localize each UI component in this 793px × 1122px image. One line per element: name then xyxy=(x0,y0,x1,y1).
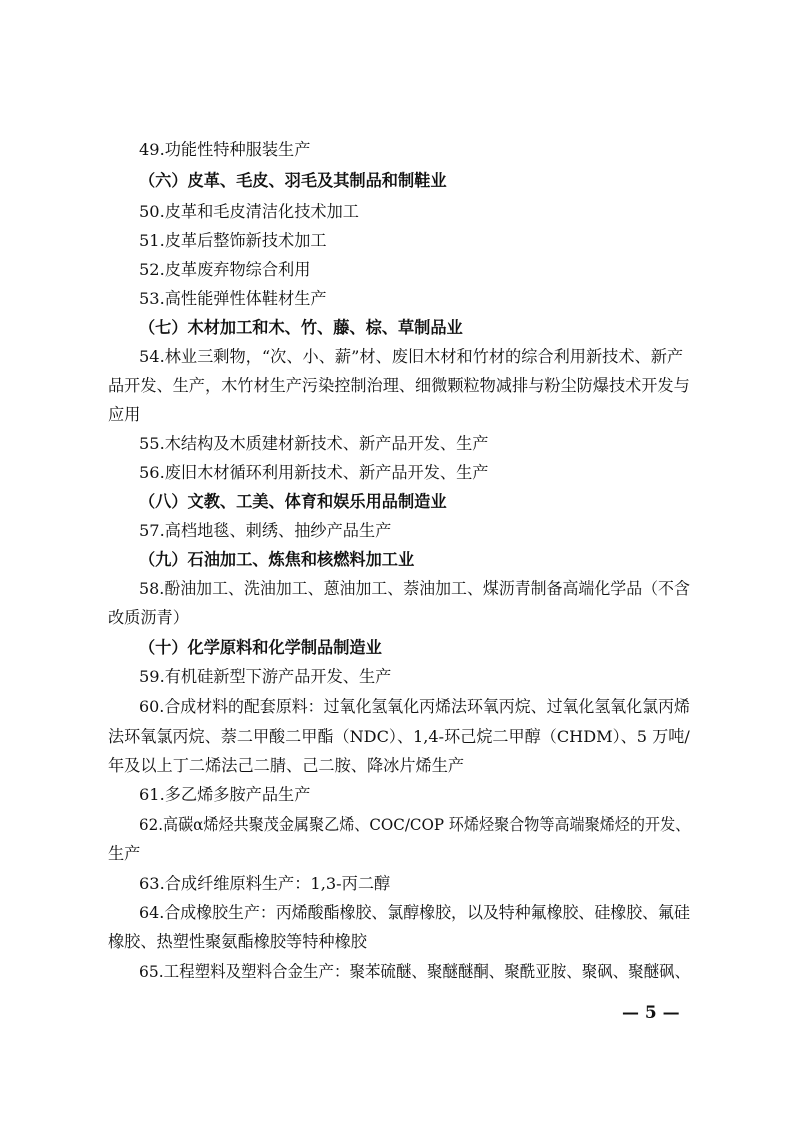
list-item-continuation: 年及以上丁二烯法己二腈、己二胺、降冰片烯生产 xyxy=(108,756,465,775)
list-item-continuation: 应用 xyxy=(108,405,141,424)
list-item-continuation: 法环氧氯丙烷、萘二甲酸二甲酯（NDC）、1,4-环己烷二甲醇（CHDM）、5 万吨/ xyxy=(108,727,690,746)
list-item-continuation: 品开发、生产，木竹材生产污染控制治理、细微颗粒物减排与粉尘防爆技术开发与 xyxy=(108,376,690,395)
section-heading: （七）木材加工和木、竹、藤、棕、草制品业 xyxy=(139,318,463,337)
list-item: 53.高性能弹性体鞋材生产 xyxy=(139,289,327,308)
list-item: 60.合成材料的配套原料：过氧化氢氧化丙烯法环氧丙烷、过氧化氢氧化氯丙烯 xyxy=(139,697,690,716)
list-item: 54.林业三剩物，“次、小、薪”材、废旧木材和竹材的综合利用新技术、新产 xyxy=(139,347,684,366)
list-item-continuation: 橡胶、热塑性聚氨酯橡胶等特种橡胶 xyxy=(108,932,367,951)
list-item: 61.多乙烯多胺产品生产 xyxy=(139,785,311,804)
section-heading: （十）化学原料和化学制品制造业 xyxy=(139,638,382,657)
list-item: 49.功能性特种服装生产 xyxy=(139,140,311,159)
list-item: 62.高碳α烯烃共聚茂金属聚乙烯、COC/COP 环烯烃聚合物等高端聚烯烃的开发、 xyxy=(139,815,691,834)
list-item-continuation: 改质沥青） xyxy=(108,608,189,627)
list-item: 52.皮革废弃物综合利用 xyxy=(139,260,311,279)
list-item-continuation: 生产 xyxy=(108,844,141,863)
list-item: 59.有机硅新型下游产品开发、生产 xyxy=(139,667,392,686)
list-item: 56.废旧木材循环利用新技术、新产品开发、生产 xyxy=(139,463,489,482)
list-item: 64.合成橡胶生产：丙烯酸酯橡胶、氯醇橡胶，以及特种氟橡胶、硅橡胶、氟硅 xyxy=(139,903,690,922)
list-item: 57.高档地毯、刺绣、抽纱产品生产 xyxy=(139,521,392,540)
section-heading: （九）石油加工、炼焦和核燃料加工业 xyxy=(139,550,415,569)
list-item: 65.工程塑料及塑料合金生产：聚苯硫醚、聚醚醚酮、聚酰亚胺、聚砜、聚醚砜、 xyxy=(139,962,691,981)
section-heading: （六）皮革、毛皮、羽毛及其制品和制鞋业 xyxy=(139,171,447,190)
section-heading: （八）文教、工美、体育和娱乐用品制造业 xyxy=(139,492,447,511)
page-number: — 5 — xyxy=(622,1003,680,1023)
list-item: 55.木结构及木质建材新技术、新产品开发、生产 xyxy=(139,434,489,453)
list-item: 50.皮革和毛皮清洁化技术加工 xyxy=(139,202,359,221)
list-item: 58.酚油加工、洗油加工、蒽油加工、萘油加工、煤沥青制备高端化学品（不含 xyxy=(139,579,690,598)
list-item: 63.合成纤维原料生产：1,3-丙二醇 xyxy=(139,874,391,893)
list-item: 51.皮革后整饰新技术加工 xyxy=(139,231,327,250)
